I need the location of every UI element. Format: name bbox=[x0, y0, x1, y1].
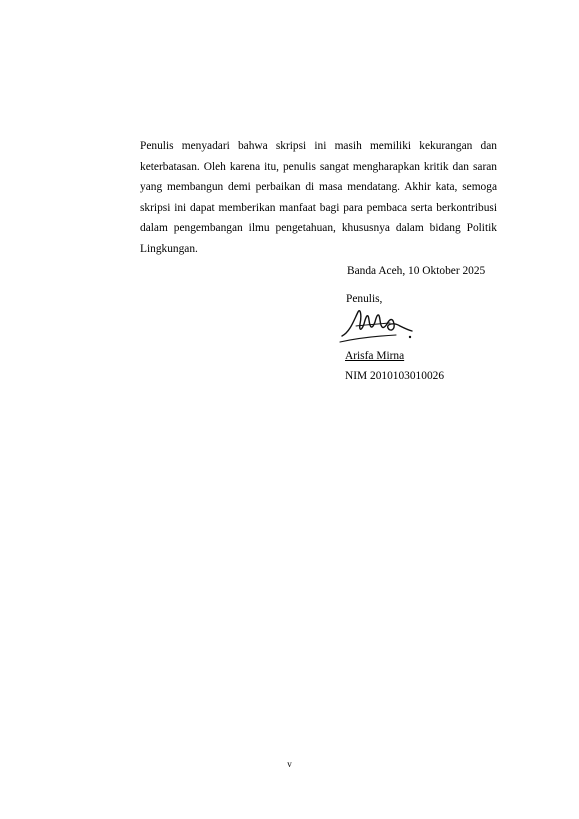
paragraph-line: yang membangun demi perbaikan di masa mendatang. Akhir kata, semoga bbox=[140, 181, 497, 194]
closing-paragraph bbox=[140, 136, 497, 260]
closing-salutation: Penulis, bbox=[346, 293, 383, 305]
place-date: Banda Aceh, 10 Oktober 2025 bbox=[347, 265, 486, 277]
signer-student-id: NIM 2010103010026 bbox=[345, 370, 445, 382]
paragraph-line: dalam pengembangan ilmu pengetahuan, khususnya dalam bidang Politik bbox=[140, 222, 497, 235]
handwritten-signature bbox=[338, 306, 416, 350]
page-number: v bbox=[287, 759, 292, 769]
signer-name: Arisfa Mirna bbox=[345, 350, 405, 362]
paragraph-line: keterbatasan. Oleh karena itu, penulis sangat mengharapkan kritik dan saran bbox=[140, 160, 497, 173]
paragraph-line: Penulis menyadari bahwa skripsi ini masih memiliki kekurangan dan bbox=[140, 140, 497, 152]
paragraph-line: Lingkungan. bbox=[140, 242, 198, 255]
paragraph-line: skripsi ini dapat memberikan manfaat bagi para pembaca serta berkontribusi bbox=[140, 201, 497, 214]
